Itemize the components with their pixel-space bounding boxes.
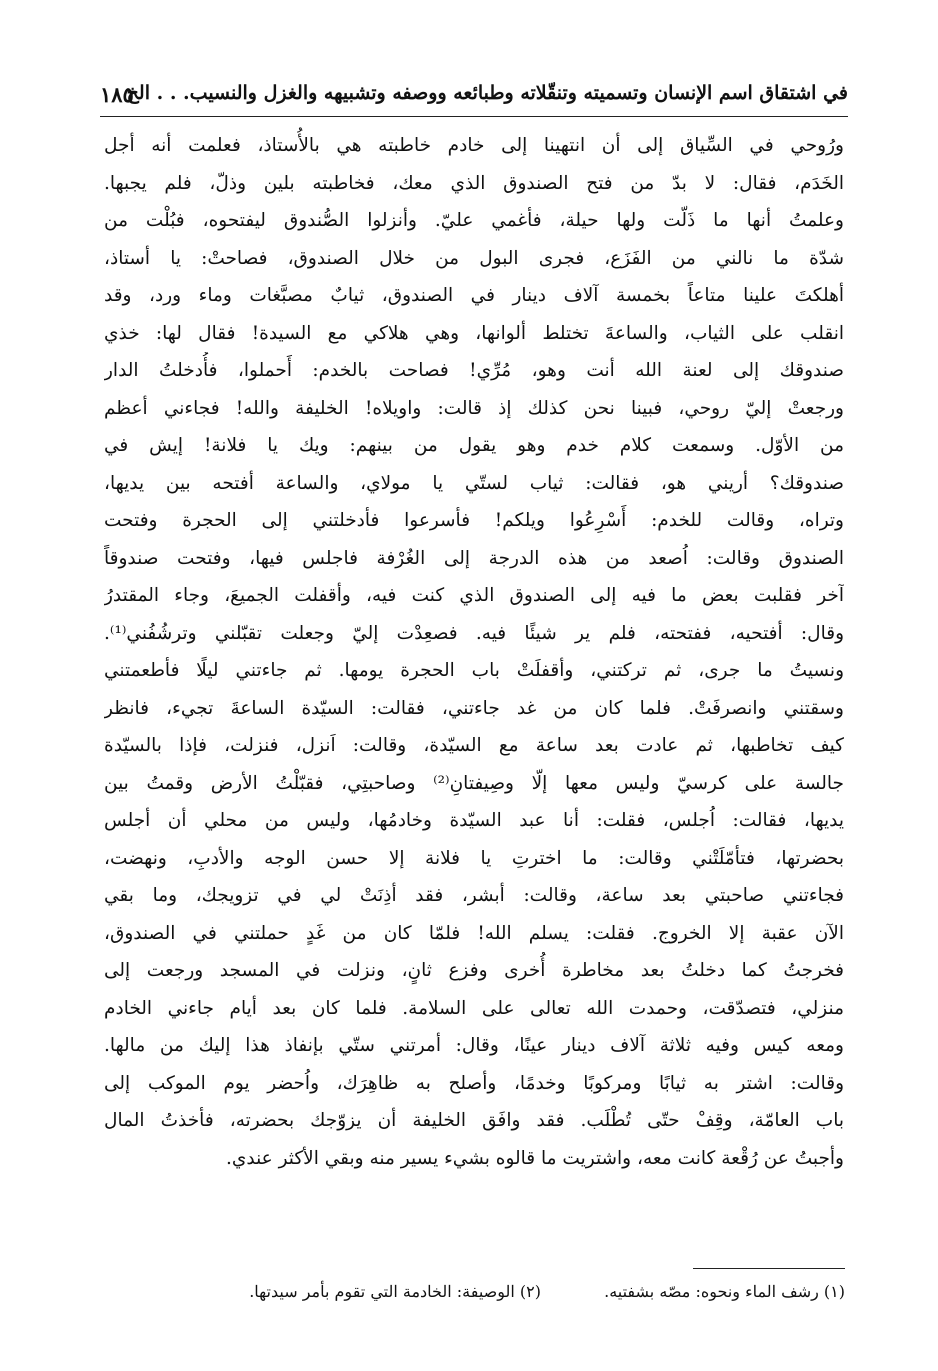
footnote-divider (693, 1268, 845, 1269)
text-line: باب العامّة، وقِفْ حتّى تُطْلَب. فقد وافَق الخليفة أن يزوّجك بحضرته، فأخذتُ المال (104, 1110, 844, 1131)
text-line: يديها، فقالت: اُجلس، فقلت: أنا عبد السيّدة وخادمُها، وليس من محلي أن أجلس (104, 810, 844, 831)
text-line: ورجعتْ إليّ روحي، فبينا نحن كذلك إذ قالت: واويلاه! الخليفة والله! فجاءني أعظم (104, 397, 844, 419)
footnote-1: (١) رشف الماء ونحوه: مصّه بشفتيه. (604, 1282, 845, 1301)
page-number: ١٨٥ (100, 82, 134, 107)
text-line: الخَدَم، فقال: لا بدّ من فتح الصندوق الذي معك، فخاطبته بلين وذلّ، فلم يجبها. (104, 172, 844, 194)
text-line: آخر فقلبت بعض ما فيه إلى الصندوق الذي كنت فيه، وأقفلت الجميعَ، وجاء المقتدرُ (104, 585, 844, 606)
text-line: الآن عقبة إلا الخروج. فقلت: يسلم الله! فلمّا كان من غَدٍ حملتني في الصندوق، (104, 922, 844, 944)
text-line: صندوقك؟ أريني هو، فقالت: ثياب لستّي يا مولاي، والساعة أفتحه بين يديها، (104, 472, 844, 494)
text-line: جالسة على كرسيّ وليس معها إلّا وصِيفتانِ⁽²⁾ وصاحبتِي، فقبّلْتُ الأرض وقمتُ بين (104, 772, 844, 794)
running-header (100, 78, 848, 114)
text-line: أهلكتَ علينا متاعاً بخمسة آلاف دينار في الصندوق، ثيابٌ مصبَّغات وماء ورد، وقد (104, 285, 844, 306)
text-line: ورُوحي في السِّياق إلى أن انتهينا إلى خادم خاطبته هي بالأُستاذ، فعلمت أنه أجل (104, 135, 844, 156)
text-line: صندوقك إلى لعنة الله أنت وهو، مُرِّي! فصاحت بالخدم: أَحملوا، فأُدخلتُ الدار (104, 360, 844, 381)
text-line: وأجبتُ عن رُقْعة كانت معه، واشتريت ما قالوه بشيء يسير منه وبقي الأكثر عندي. (226, 1147, 844, 1169)
body-text (104, 127, 844, 1177)
header-divider (100, 116, 848, 117)
text-line: فجاءتني صاحبتي بعد ساعة، وقالت: أبشر، فقد أذِنَتْ لي في تزويجك، وما بقي (104, 885, 844, 906)
text-line: انقلب على الثياب، والساعةَ تختلط ألوانها، وهي هلاكي مع السيدة! فقال لها: خذي (104, 322, 844, 344)
text-line: بحضرتها، فتأمّلَتْني وقالت: ما اخترتِ يا فلانة إلا حسن الوجه والأدبِ، ونهضت، (104, 847, 844, 869)
header-title: في اشتقاق اسم الإنسان وتسميته وتنقّلاته وطبائعه ووصفه وتشبيهه والغزل والنسيب. . . الخ (126, 82, 848, 104)
text-line: ومعه كيس وفيه ثلاثة آلاف دينار عينًا، وقال: أمرتني ستّي بإنفاذ هذا إليك من مالها. (104, 1035, 844, 1056)
text-line: فخرجتُ كما دخلتُ بعد مخاطرة أُخرى وفزع ثانٍ، ونزلت في المسجد ورجعت إلى (104, 960, 844, 981)
footnotes (130, 1277, 845, 1307)
text-line: من الأوّل. وسمعت كلام خدم وهو يقول من بينهم: ويك يا فلانة! إيش في (104, 435, 844, 456)
text-line: وقالت: اشتر به ثيابًا ومركوبًا وخدمًا، وأصلح به ظاهِرَك، واُحضر يوم الموكب إلى (104, 1072, 844, 1094)
text-line: كيف تخاطبها، ثم عادت بعد ساعة مع السيّدة، وقالت: اَنزل، فنزلت، فإذا بالسيّدة (104, 735, 844, 756)
text-line: منزلي، فتصدّقت، وحمدت الله تعالى على السلامة. فلما كان بعد أيام جاءني الخادم (104, 997, 844, 1019)
text-line: الصندوق وقالت: اُصعد من هذه الدرجة إلى الغُرْفة فاجلس فيها، وفتحت صندوقاً (104, 547, 844, 569)
text-line: وقال: أفتحيه، ففتحته، فلم ير شيئًا فيه. فصعِدْت إليّ وجعلت تقبّلني وترشُفُني⁽¹⁾. (104, 622, 844, 644)
footnote-2: (٢) الوصيفة: الخادمة التي تقوم بأمر سيدتها. (249, 1282, 542, 1301)
text-line: وعلمتُ أنها ما ذَلّت ولها حيلة، فأغمي عليّ. وأنزلوا الصُّندوق ليفتحوه، فبُلْت من (104, 210, 844, 231)
text-line: وتراه، وقالت للخدم: أَسْرِعُوا ويلكم! فأسرعوا فأدخلتني إلى الحجرة وفتحت (104, 510, 844, 531)
text-line: ونسيتُ ما جرى، ثم تركتني، وأقفلَتْ باب الحجرة يومها. ثم جاءتني ليلًا فأطعمتني (104, 660, 844, 681)
text-line: وسقتني وانصرفَتْ. فلما كان من غد جاءتني، فقالت: السيّدة الساعةَ تجيء، فانظر (104, 697, 844, 719)
text-line: شدّة ما نالني من الفَزَع، فجرى البول من خلال الصندوق، فصاحتْ: يا أستاذ، (104, 247, 844, 269)
